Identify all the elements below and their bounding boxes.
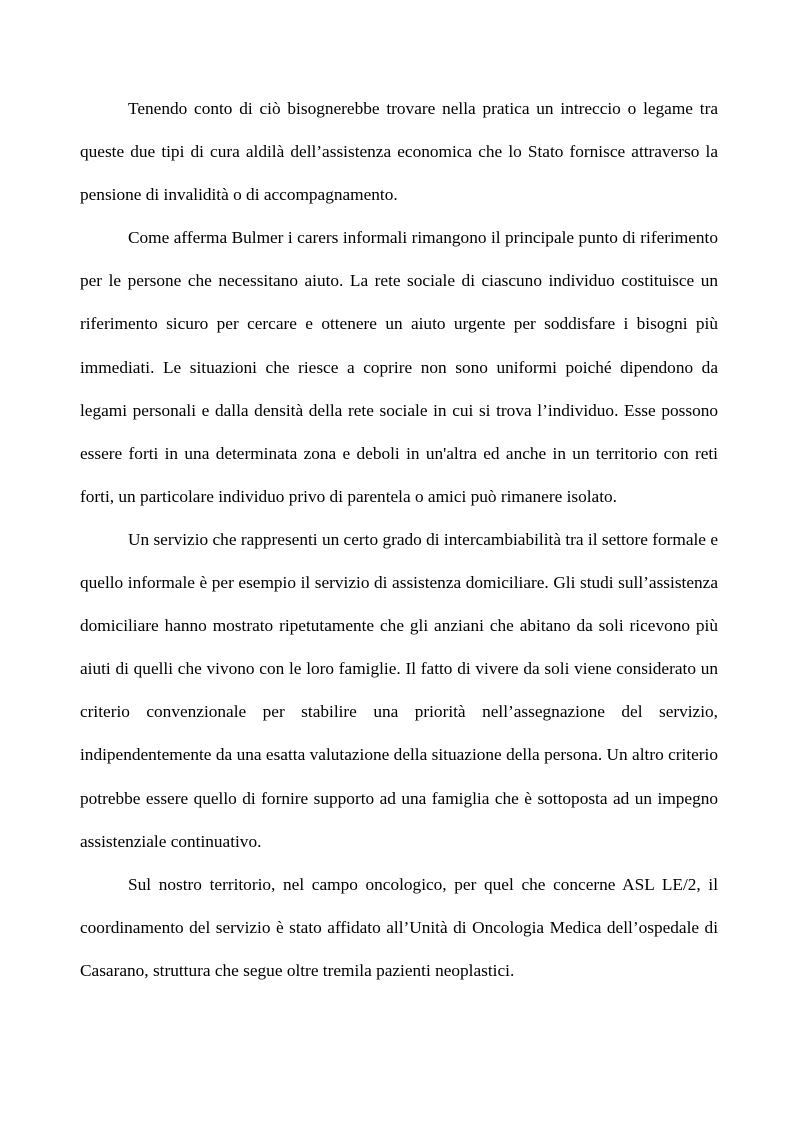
paragraph-2: Come afferma Bulmer i carers informali rimangono il principale punto di riferimento per le persone che necessitano aiuto. La rete sociale di ciascuno individuo costituisce un riferimento sicuro per cercare e ottenere un aiuto urgente per soddisfare i bisogni più immediati. Le situazioni che riesce a coprire non sono uniformi poiché dipendono da legami personali e dalla densità della rete sociale in cui si trova l’individuo. Esse possono essere forti in una determinata zona e deboli in un'altra ed anche in un territorio con reti forti, un particolare individuo privo di parentela o amici può rimanere isolato. (80, 228, 718, 506)
paragraph-4: Sul nostro territorio, nel campo oncologico, per quel che concerne ASL LE/2, il coordinamento del servizio è stato affidato all’Unità di Oncologia Medica dell’ospedale di Casarano, struttura che segue oltre tremila pazienti neoplastici. (80, 874, 718, 980)
paragraph-1: Tenendo conto di ciò bisognerebbe trovare nella pratica un intreccio o legame tra queste due tipi di cura aldilà dell’assistenza economica che lo Stato fornisce attraverso la pensione di invalidità o di accompagnamento. (80, 99, 718, 205)
paragraph-3: Un servizio che rappresenti un certo grado di intercambiabilità tra il settore formale e quello informale è per esempio il servizio di assistenza domiciliare. Gli studi sull’assistenza domiciliare hanno mostrato ripetutamente che gli anziani che abitano da soli ricevono più aiuti di quelli che vivono con le loro famiglie. Il fatto di vivere da soli viene considerato un criterio convenzionale per stabilire una priorità nell’assegnazione del servizio, indipendentemente da una esatta valutazione della situazione della persona. Un altro criterio potrebbe essere quello di fornire supporto ad una famiglia che è sottoposta ad un impegno assistenziale continuativo. (80, 529, 718, 851)
body-text (80, 87, 718, 992)
